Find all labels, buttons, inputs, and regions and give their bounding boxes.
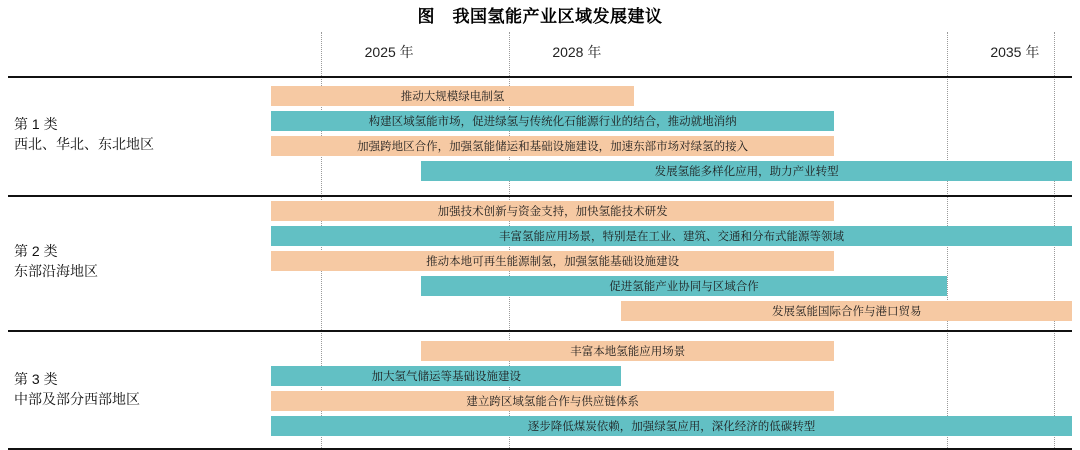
group-label-group1	[14, 114, 154, 154]
task-bar[interactable]: 构建区域氢能市场，促进绿氢与传统化石能源行业的结合，推动就地消纳	[271, 111, 834, 131]
task-bar[interactable]: 建立跨区域氢能合作与供应链体系	[271, 391, 834, 411]
group-separator-top-group3	[8, 330, 1072, 332]
task-bar[interactable]: 促进氢能产业协同与区域合作	[421, 276, 947, 296]
task-bar[interactable]: 发展氢能多样化应用，助力产业转型	[421, 161, 1072, 181]
group-label-line1: 第 1 类	[14, 116, 58, 132]
year-label-2028: 2028 年	[552, 44, 602, 60]
page-title: 图 我国氢能产业区域发展建议	[417, 7, 663, 26]
task-bar[interactable]: 加强跨地区合作，加强氢能储运和基础设施建设，加速东部市场对绿氢的接入	[271, 136, 834, 156]
group-label-line1: 第 3 类	[14, 371, 58, 387]
group-label-group3	[14, 369, 140, 409]
year-label-2035: 2035 年	[990, 44, 1040, 60]
group-label-line2: 中部及部分西部地区	[14, 391, 140, 407]
task-bar[interactable]: 丰富氢能应用场景，特别是在工业、建筑、交通和分布式能源等领域	[271, 226, 1072, 246]
task-bar[interactable]: 发展氢能国际合作与港口贸易	[621, 301, 1072, 321]
gantt-chart	[0, 32, 1080, 450]
task-bar[interactable]: 逐步降低煤炭依赖，加强绿氢应用，深化经济的低碳转型	[271, 416, 1072, 436]
task-bar[interactable]: 丰富本地氢能应用场景	[421, 341, 834, 361]
group-separator-top-group1	[8, 76, 1072, 78]
task-bar[interactable]: 推动大规模绿电制氢	[271, 86, 634, 106]
group-label-line2: 西北、华北、东北地区	[14, 136, 154, 152]
group-label-line2: 东部沿海地区	[14, 263, 98, 279]
task-bar[interactable]: 推动本地可再生能源制氢，加强氢能基础设施建设	[271, 251, 834, 271]
group-separator-top-group2	[8, 195, 1072, 197]
task-bar[interactable]: 加强技术创新与资金支持，加快氢能技术研发	[271, 201, 834, 221]
task-bar[interactable]: 加大氢气储运等基础设施建设	[271, 366, 621, 386]
group-label-group2	[14, 241, 98, 281]
group-label-line1: 第 2 类	[14, 243, 58, 259]
year-label-2025: 2025 年	[364, 44, 414, 60]
